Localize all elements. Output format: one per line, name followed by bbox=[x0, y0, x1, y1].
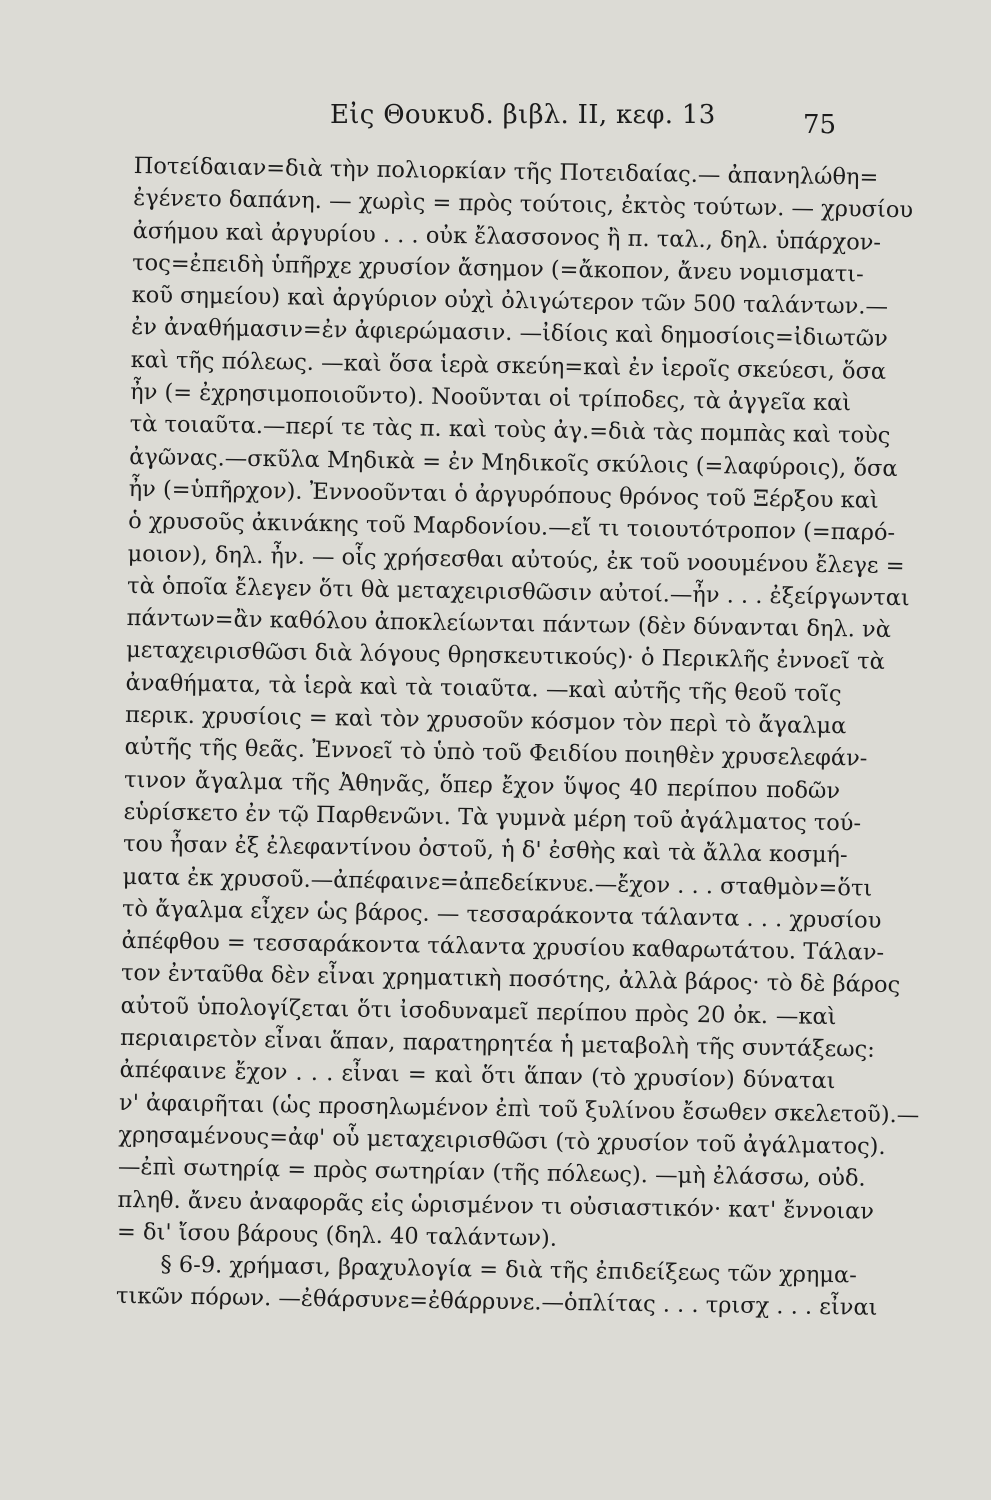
text-line: καὶ τῆς πόλεως. —καὶ ὅσα ἱερὰ σκεύη=καὶ ἐν ἱεροῖς σκεύεσι, ὅσα bbox=[130, 346, 887, 385]
text-line: μοιον), δηλ. ἦν. — οἷς χρήσεσθαι αὐτούς, ἐκ τοῦ νοουμένου ἔλεγε = bbox=[127, 540, 905, 579]
text-line: = δι' ἴσου βάρους (δηλ. 40 ταλάντων). bbox=[116, 1218, 558, 1252]
text-line: χρησαμένους=ἀφ' οὗ μεταχειρισθῶσι (τὸ χρυσίον τοῦ ἀγάλματος). bbox=[118, 1121, 886, 1160]
text-line: πληθ. ἄνευ ἀναφορᾶς εἰς ὡρισμένον τι οὐσιαστικόν· κατ' ἔννοιαν bbox=[117, 1186, 875, 1225]
text-line: περικ. χρυσίοις = καὶ τὸν χρυσοῦν κόσμον τὸν περὶ τὸ ἄγαλμα bbox=[124, 701, 847, 740]
text-line: ἀναθήματα, τὰ ἱερὰ καὶ τὰ τοιαῦτα. —καὶ αὐτῆς τῆς θεοῦ τοῖς bbox=[125, 669, 842, 707]
header-title: Εἰς Θουκυδ. βιβλ. II, κεφ. 13 bbox=[330, 100, 716, 130]
text-line: τος=ἐπειδὴ ὑπῆρχε χρυσίον ἄσημον (=ἄκοπον, ἄνευ νομισματι- bbox=[132, 249, 864, 288]
text-line: Ποτείδαιαν=διὰ τὴν πολιορκίαν τῆς Ποτειδαίας.— ἀπανηλώθη= bbox=[133, 152, 879, 191]
text-line: του ἦσαν ἐξ ἐλεφαντίνου ὀστοῦ, ἡ δ' ἐσθὴς καὶ τὰ ἄλλα κοσμή- bbox=[122, 831, 848, 869]
text-line: ματα ἐκ χρυσοῦ.—ἀπέφαινε=ἀπεδείκνυε.—ἔχον . . . σταθμὸν=ὅτι bbox=[122, 863, 873, 902]
text-line: ἀσήμου καὶ ἀργυρίου . . . οὐκ ἔλασσονος ἢ π. ταλ., δηλ. ὑπάρχον- bbox=[132, 217, 882, 256]
text-line: ἦν (=ὑπῆρχον). Ἐννοοῦνται ὁ ἀργυρόπους θρόνος τοῦ Ξέρξου καὶ bbox=[128, 475, 879, 514]
text-line: ν' ἀφαιρῆται (ὡς προσηλωμένον ἐπὶ τοῦ ξυλίνου ἔσωθεν σκελετοῦ).— bbox=[118, 1089, 920, 1129]
text-line: ἐν ἀναθήμασιν=ἐν ἀφιερώμασιν. —ἰδίοις καὶ δημοσίοις=ἰδιωτῶν bbox=[131, 314, 888, 353]
text-line: τὰ ὁποῖα ἔλεγεν ὅτι θὰ μεταχειρισθῶσιν αὐτοί.—ἦν . . . ἐξείργωνται bbox=[126, 572, 910, 612]
text-line: τον ἐνταῦθα δὲν εἶναι χρηματικὴ ποσότης, ἀλλὰ βάρος· τὸ δὲ βάρος bbox=[120, 960, 901, 999]
text-line: ὁ χρυσοῦς ἀκινάκης τοῦ Μαρδονίου.—εἴ τι τοιουτότροπον (=παρό- bbox=[127, 508, 896, 547]
text-line: αὐτοῦ ὑπολογίζεται ὅτι ἰσοδυναμεῖ περίπου πρὸς 20 ὀκ. —καὶ bbox=[120, 992, 837, 1030]
text-line: ἀπέφθου = τεσσαράκοντα τάλαντα χρυσίου καθαρωτάτου. Τάλαν- bbox=[121, 928, 885, 967]
text-line: ἐγένετο δαπάνη. — χωρὶς = πρὸς τούτοις, ἐκτὸς τούτων. — χρυσίου bbox=[133, 185, 914, 224]
text-line: ἀπέφαινε ἔχον . . . εἶναι = καὶ ὅτι ἅπαν (τὸ χρυσίον) δύναται bbox=[119, 1057, 836, 1095]
text-line: περιαιρετὸν εἶναι ἅπαν, παρατηρητέα ἡ μεταβολὴ τῆς συντάξεως: bbox=[119, 1024, 875, 1063]
text-line: τικῶν πόρων. —ἐθάρσυνε=ἐθάρρυνε.—ὁπλίτας . . . τρισχ . . . εἶναι bbox=[115, 1283, 878, 1322]
text-line: μεταχειρισθῶσι διὰ λόγους θρησκευτικούς)· ὁ Περικλῆς ἐννοεῖ τὰ bbox=[125, 637, 885, 676]
section-paragraph-start: § 6-9. χρήμασι, βραχυλογία = διὰ τῆς ἐπιδείξεως τῶν χρημα- bbox=[160, 1251, 858, 1289]
text-line: εὑρίσκετο ἐν τῷ Παρθενῶνι. Τὰ γυμνὰ μέρη τοῦ ἀγάλματος τού- bbox=[123, 798, 862, 837]
text-line: ἀγῶνας.—σκῦλα Μηδικὰ = ἐν Μηδικοῖς σκύλοις (=λαφύροις), ὅσα bbox=[128, 443, 898, 482]
text-line: —ἐπὶ σωτηρίᾳ = πρὸς σωτηρίαν (τῆς πόλεως). —μὴ ἐλάσσω, οὐδ. bbox=[117, 1154, 866, 1192]
text-line: πάντων=ἂν καθόλου ἀποκλείωνται πάντων (δὲν δύνανται δηλ. νὰ bbox=[126, 605, 892, 644]
page-number: 75 bbox=[803, 110, 837, 140]
text-line: τὸ ἄγαλμα εἶχεν ὡς βάρος. — τεσσαράκοντα τάλαντα . . . χρυσίου bbox=[121, 895, 882, 934]
running-header bbox=[0, 98, 991, 138]
text-line: ἦν (= ἐχρησιμοποιοῦντο). Νοοῦνται οἱ τρίποδες, τὰ ἀγγεῖα καὶ bbox=[129, 379, 852, 417]
text-line: τὰ τοιαῦτα.—περί τε τὰς π. καὶ τοὺς ἀγ.=διὰ τὰς πομπὰς καὶ τοὺς bbox=[129, 411, 891, 450]
text-line: κοῦ σημείου) καὶ ἀργύριον οὐχὶ ὀλιγώτερον τῶν 500 ταλάντων.— bbox=[131, 282, 889, 321]
text-line: αὐτῆς τῆς θεᾶς. Ἐννοεῖ τὸ ὑπὸ τοῦ Φειδίου ποιηθὲν χρυσελεφάν- bbox=[124, 734, 868, 772]
commentary-text bbox=[115, 150, 920, 1324]
text-line: τινον ἄγαλμα τῆς Ἀθηνᾶς, ὅπερ ἔχον ὕψος 40 περίπου ποδῶν bbox=[123, 766, 841, 804]
